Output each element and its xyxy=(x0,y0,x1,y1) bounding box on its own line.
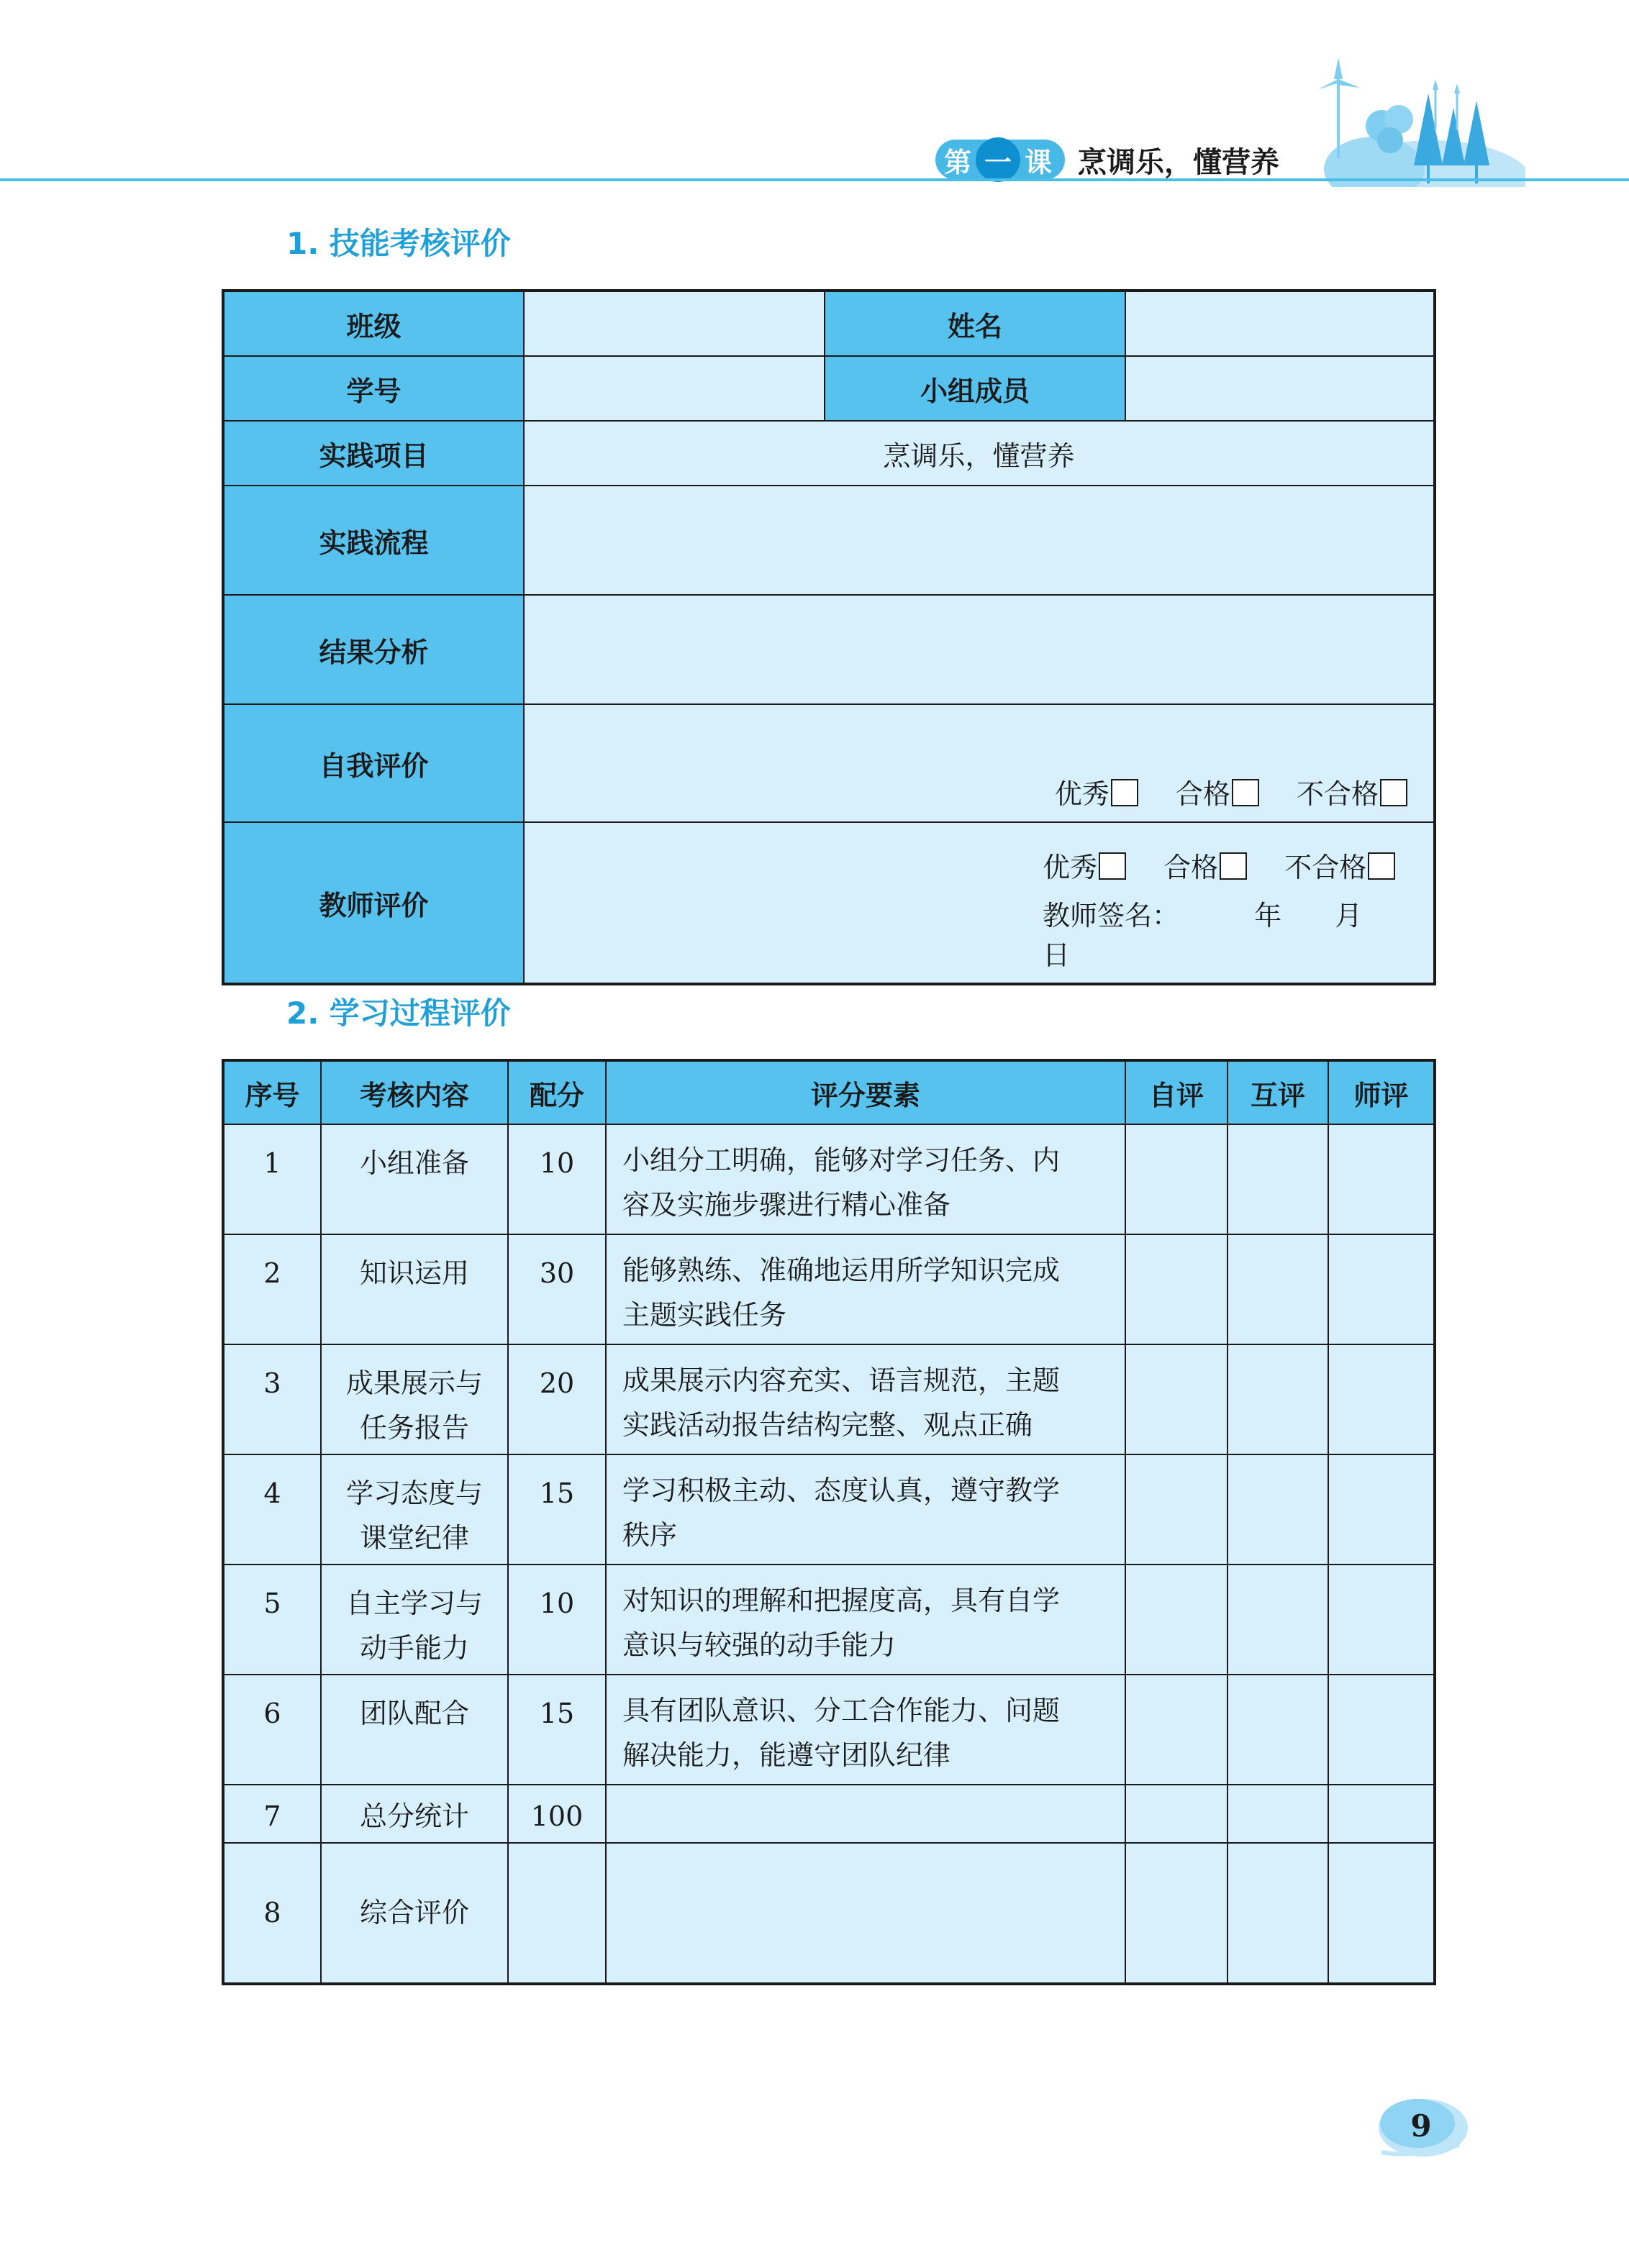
row-content-line1: 学习态度与 xyxy=(345,1477,483,1509)
self-pass-checkbox[interactable] xyxy=(1232,779,1259,806)
row-self-score[interactable] xyxy=(1125,1344,1228,1454)
group-members-label: 小组成员 xyxy=(825,356,1125,421)
row-peer-score[interactable] xyxy=(1228,1454,1328,1565)
self-excellent-checkbox[interactable] xyxy=(1111,779,1138,806)
row-criteria-line2: 容及实施步骤进行精心准备 xyxy=(622,1189,951,1221)
student-id-field[interactable] xyxy=(524,356,825,421)
year-label: 年 xyxy=(1254,900,1282,932)
teacher-sign-line xyxy=(1043,893,1407,973)
group-members-field[interactable] xyxy=(1125,356,1435,421)
row-score: 10 xyxy=(508,1124,606,1234)
row-content-line1: 团队配合 xyxy=(359,1698,469,1729)
row-teacher-score[interactable] xyxy=(1328,1234,1435,1344)
lesson-number: 一 xyxy=(976,137,1020,182)
analysis-label: 结果分析 xyxy=(223,595,524,704)
teacher-excellent-checkbox[interactable] xyxy=(1099,852,1126,880)
student-id-label: 学号 xyxy=(223,356,524,421)
overall-row-score[interactable] xyxy=(508,1843,606,1984)
analysis-field[interactable] xyxy=(524,595,1435,704)
row-teacher-score[interactable] xyxy=(1328,1565,1435,1675)
self-eval-field xyxy=(524,704,1435,822)
lesson-prefix: 第 xyxy=(944,146,972,178)
learning-process-table xyxy=(222,1059,1436,1985)
teacher-fail-checkbox[interactable] xyxy=(1368,852,1395,880)
project-value: 烹调乐，懂营养 xyxy=(524,421,1435,486)
total-row-no: 7 xyxy=(223,1785,321,1843)
row-content-line1: 成果展示与 xyxy=(345,1367,483,1399)
self-fail-label: 不合格 xyxy=(1296,778,1379,810)
total-row-score: 100 xyxy=(508,1785,606,1843)
row-content xyxy=(321,1454,508,1565)
row-criteria-line1: 小组分工明确，能够对学习任务、内 xyxy=(622,1144,1061,1176)
section-heading-learning-process: 2. 学习过程评价 xyxy=(286,996,511,1031)
self-excellent-label: 优秀 xyxy=(1054,778,1110,810)
row-content xyxy=(321,1675,508,1785)
row-criteria xyxy=(606,1234,1125,1344)
overall-teacher[interactable] xyxy=(1328,1843,1435,1984)
row-content xyxy=(321,1565,508,1675)
column-header-self: 自评 xyxy=(1125,1060,1228,1124)
row-teacher-score[interactable] xyxy=(1328,1675,1435,1785)
column-header-peer: 互评 xyxy=(1228,1060,1328,1124)
month-label: 月 xyxy=(1335,900,1363,932)
row-no: 5 xyxy=(223,1565,321,1675)
table-row xyxy=(223,1565,1435,1675)
total-peer-score[interactable] xyxy=(1228,1785,1328,1843)
row-peer-score[interactable] xyxy=(1228,1234,1328,1344)
column-header-criteria: 评分要素 xyxy=(606,1060,1125,1124)
row-score: 20 xyxy=(508,1344,606,1454)
row-teacher-score[interactable] xyxy=(1328,1124,1435,1234)
class-label: 班级 xyxy=(223,291,524,356)
row-teacher-score[interactable] xyxy=(1328,1344,1435,1454)
table-row xyxy=(223,1454,1435,1565)
row-criteria-line2: 意识与较强的动手能力 xyxy=(622,1629,897,1661)
overall-peer[interactable] xyxy=(1228,1843,1328,1984)
teacher-eval-label: 教师评价 xyxy=(223,822,524,984)
row-content xyxy=(321,1124,508,1234)
row-score: 15 xyxy=(508,1454,606,1565)
lesson-title: 烹调乐，懂营养 xyxy=(1078,145,1280,179)
row-score: 30 xyxy=(508,1234,606,1344)
teacher-fail-label: 不合格 xyxy=(1284,852,1367,883)
row-criteria-line2: 实践活动报告结构完整、观点正确 xyxy=(622,1409,1033,1441)
row-content-line2: 任务报告 xyxy=(359,1412,469,1444)
day-label: 日 xyxy=(1043,939,1071,971)
row-criteria xyxy=(606,1124,1125,1234)
lesson-header xyxy=(935,137,1279,183)
teacher-excellent-label: 优秀 xyxy=(1043,852,1098,883)
row-content xyxy=(321,1234,508,1344)
row-self-score[interactable] xyxy=(1125,1124,1228,1234)
row-peer-score[interactable] xyxy=(1228,1675,1328,1785)
teacher-pass-label: 合格 xyxy=(1163,852,1219,883)
row-self-score[interactable] xyxy=(1125,1565,1228,1675)
row-criteria-line1: 成果展示内容充实、语言规范，主题 xyxy=(622,1365,1061,1396)
row-criteria-line1: 对知识的理解和把握度高，具有自学 xyxy=(622,1585,1061,1616)
total-row xyxy=(223,1785,1435,1843)
column-header-no: 序号 xyxy=(223,1060,321,1124)
row-content-line1: 自主学习与 xyxy=(345,1588,483,1619)
row-teacher-score[interactable] xyxy=(1328,1454,1435,1565)
row-criteria-line2: 解决能力，能遵守团队纪律 xyxy=(622,1739,951,1771)
name-field[interactable] xyxy=(1125,291,1435,356)
project-label: 实践项目 xyxy=(223,421,524,486)
total-teacher-score[interactable] xyxy=(1328,1785,1435,1843)
row-no: 3 xyxy=(223,1344,321,1454)
page-number-badge xyxy=(1367,2086,1475,2165)
column-header-content: 考核内容 xyxy=(321,1060,508,1124)
column-header-teacher: 师评 xyxy=(1328,1060,1435,1124)
skill-assessment-table xyxy=(222,289,1436,985)
total-self-score[interactable] xyxy=(1125,1785,1228,1843)
self-eval-label: 自我评价 xyxy=(223,704,524,822)
overall-row-content: 综合评价 xyxy=(321,1843,508,1984)
row-score: 15 xyxy=(508,1675,606,1785)
row-content xyxy=(321,1344,508,1454)
page-number: 9 xyxy=(1410,2108,1432,2144)
row-criteria-line1: 具有团队意识、分工合作能力、问题 xyxy=(622,1695,1061,1726)
class-field[interactable] xyxy=(524,291,825,356)
row-no: 2 xyxy=(223,1234,321,1344)
overall-row-no: 8 xyxy=(223,1843,321,1984)
teacher-pass-checkbox[interactable] xyxy=(1220,852,1247,880)
row-no: 1 xyxy=(223,1124,321,1234)
header-landscape-illustration xyxy=(1310,50,1525,187)
process-label: 实践流程 xyxy=(223,486,524,595)
header-rule xyxy=(0,178,1629,181)
teacher-sign-label: 教师签名： xyxy=(1043,900,1180,932)
row-content-line1: 小组准备 xyxy=(359,1147,469,1179)
self-pass-label: 合格 xyxy=(1175,778,1230,810)
section-heading-skill-assessment: 1. 技能考核评价 xyxy=(286,226,511,261)
lesson-suffix: 课 xyxy=(1025,146,1053,178)
name-label: 姓名 xyxy=(825,291,1125,356)
row-content-line2: 课堂纪律 xyxy=(359,1522,469,1554)
process-field[interactable] xyxy=(524,486,1435,595)
overall-row-criteria[interactable] xyxy=(606,1843,1125,1984)
row-criteria xyxy=(606,1454,1125,1565)
row-criteria-line1: 学习积极主动、态度认真，遵守教学 xyxy=(622,1475,1061,1506)
row-self-score[interactable] xyxy=(1125,1675,1228,1785)
row-self-score[interactable] xyxy=(1125,1454,1228,1565)
table-row xyxy=(223,1124,1435,1234)
total-row-criteria xyxy=(606,1785,1125,1843)
table-row xyxy=(223,1234,1435,1344)
row-criteria xyxy=(606,1675,1125,1785)
teacher-options-line xyxy=(1043,845,1407,885)
total-row-content: 总分统计 xyxy=(321,1785,508,1843)
row-no: 4 xyxy=(223,1454,321,1565)
overall-self[interactable] xyxy=(1125,1843,1228,1984)
row-content-line1: 知识运用 xyxy=(359,1257,469,1289)
row-criteria xyxy=(606,1344,1125,1454)
column-header-score: 配分 xyxy=(508,1060,606,1124)
row-peer-score[interactable] xyxy=(1228,1565,1328,1675)
row-self-score[interactable] xyxy=(1125,1234,1228,1344)
table-row xyxy=(223,1675,1435,1785)
row-no: 6 xyxy=(223,1675,321,1785)
row-peer-score[interactable] xyxy=(1228,1344,1328,1454)
table-row xyxy=(223,1344,1435,1454)
row-criteria xyxy=(606,1565,1125,1675)
row-score: 10 xyxy=(508,1565,606,1675)
table-header-row xyxy=(223,1060,1435,1124)
row-peer-score[interactable] xyxy=(1228,1124,1328,1234)
row-criteria-line2: 秩序 xyxy=(622,1519,678,1551)
lesson-badge xyxy=(935,140,1065,180)
row-criteria-line1: 能够熟练、准确地运用所学知识完成 xyxy=(622,1254,1061,1286)
row-content-line2: 动手能力 xyxy=(359,1632,469,1664)
teacher-eval-field xyxy=(524,822,1435,984)
overall-row xyxy=(223,1843,1435,1984)
row-criteria-line2: 主题实践任务 xyxy=(622,1299,787,1331)
self-fail-checkbox[interactable] xyxy=(1380,779,1407,806)
